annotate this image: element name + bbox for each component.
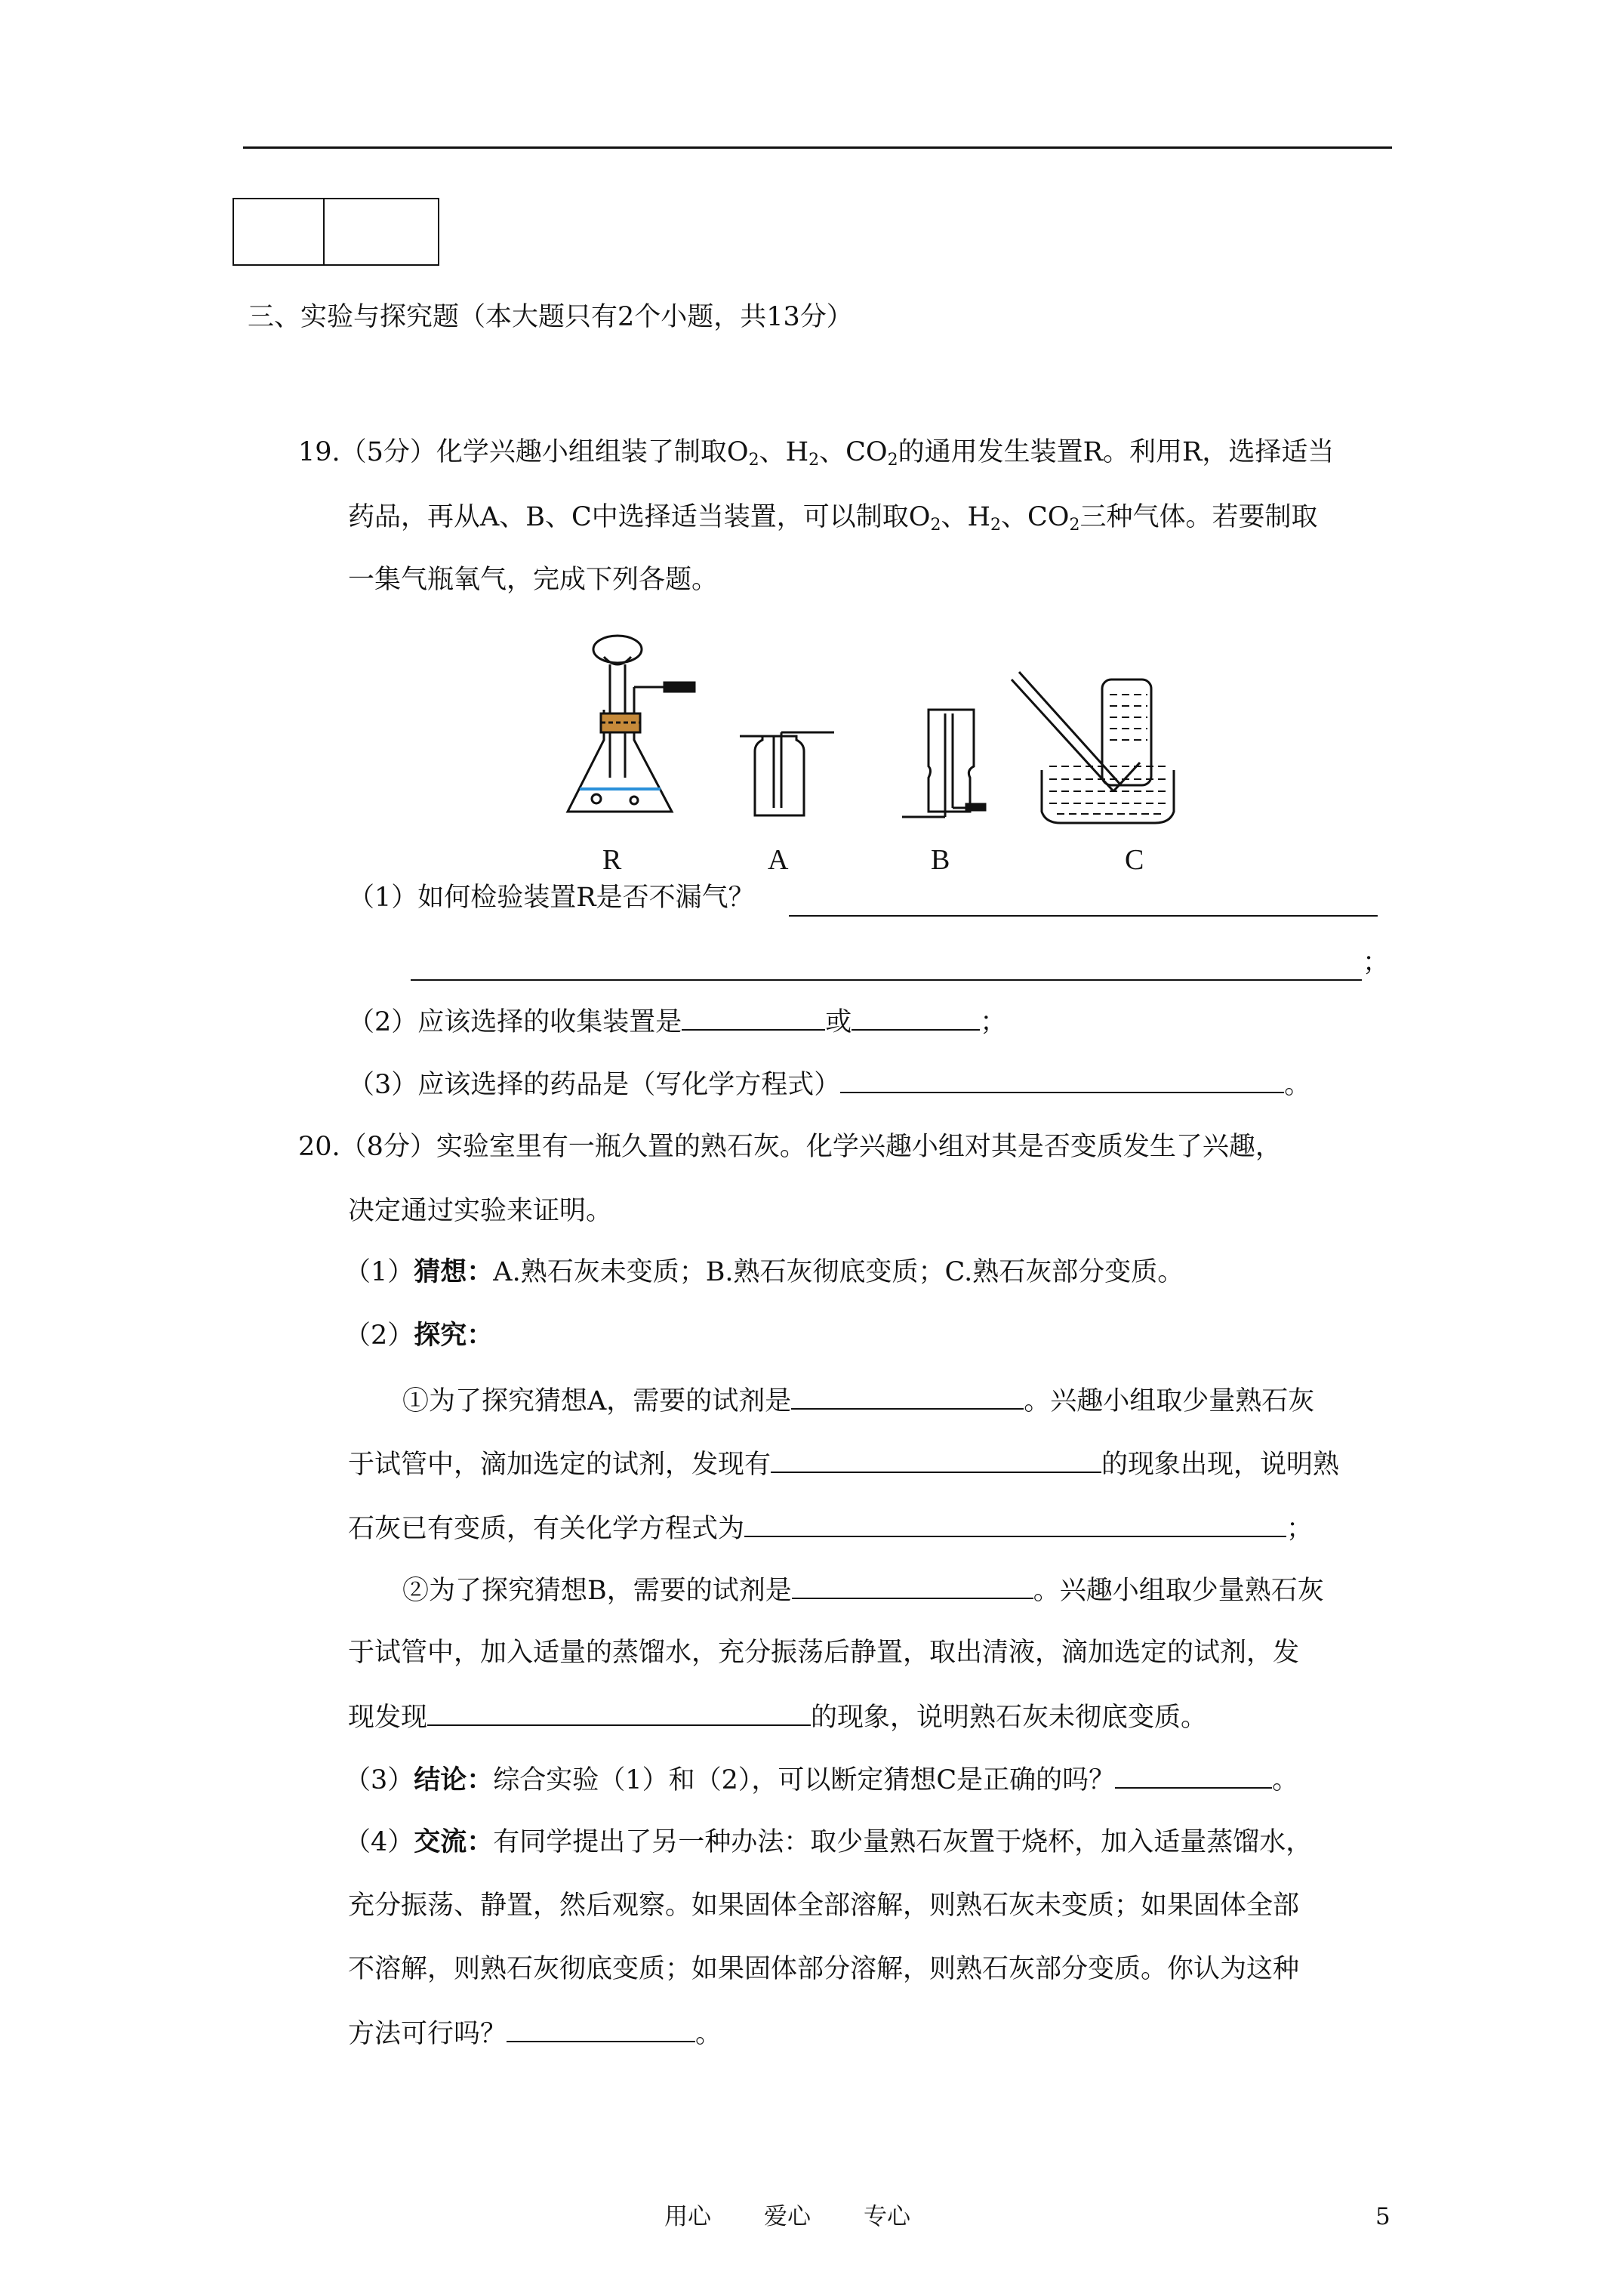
answer-blank-1a[interactable] <box>789 888 1378 917</box>
q19-part-3: （3）应该选择的药品是（写化学方程式） 。 <box>348 1065 1310 1104</box>
answer-blank-conclusion[interactable] <box>1115 1760 1272 1789</box>
q20-conclusion: （3）结论：综合实验（1）和（2），可以断定猜想C是正确的吗？ 。 <box>344 1760 1298 1799</box>
q20-e2: 于试管中，滴加选定的试剂，发现有 的现象出现，说明熟 <box>348 1444 1339 1484</box>
trough-c-icon <box>1012 672 1174 823</box>
q19-part-1: （1）如何检验装置R是否不漏气？ <box>348 883 755 913</box>
q20-guess: （1）猜想：A.熟石灰未变质；B.熟石灰彻底变质；C.熟石灰部分变质。 <box>344 1256 1184 1287</box>
q20-exchange-3: 不溶解，则熟石灰彻底变质；如果固体部分溶解，则熟石灰部分变质。你认为这种 <box>348 1954 1300 1984</box>
q19-line-3: 一集气瓶氧气，完成下列各题。 <box>348 565 719 595</box>
footer-motto-2: 爱心 <box>764 2203 811 2230</box>
q20-f2: 于试管中，加入适量的蒸馏水，充分振荡后静置，取出清液，滴加选定的试剂，发 <box>348 1638 1300 1668</box>
q19-line-2: 药品，再从A、B、C中选择适当装置，可以制取$O_2$、$H_2$、$CO_2$三种气体。若要制取 <box>348 502 1318 535</box>
q20-line-1: 20.（8分）实验室里有一瓶久置的熟石灰。化学兴趣小组对其是否变质发生了兴趣， <box>298 1132 1282 1162</box>
answer-blank-f1[interactable] <box>792 1570 1033 1599</box>
bottle-a-icon <box>740 732 834 815</box>
q20-line-2: 决定通过实验来证明。 <box>348 1196 613 1226</box>
answer-blank-3[interactable] <box>840 1065 1284 1093</box>
answer-blank-2b[interactable] <box>852 1002 980 1031</box>
footer-motto <box>664 2202 910 2232</box>
bottle-b-icon <box>902 710 985 817</box>
answer-blank-e2[interactable] <box>771 1444 1101 1473</box>
q20-f3: 现发现 的现象，说明熟石灰未彻底变质。 <box>348 1697 1207 1737</box>
answer-blank-e1[interactable] <box>791 1381 1024 1410</box>
page-number: 5 <box>1375 2203 1390 2230</box>
answer-blank-e3[interactable] <box>744 1509 1286 1537</box>
label-r: R <box>602 844 622 876</box>
header-rule <box>243 146 1392 149</box>
footer-motto-1: 用心 <box>664 2203 711 2230</box>
q20-e3: 石灰已有变质，有关化学方程式为 ； <box>348 1509 1313 1548</box>
q19-part-2: （2）应该选择的收集装置是 或 ； <box>348 1002 1006 1041</box>
flask-r-icon <box>568 636 694 812</box>
score-box-divider <box>323 199 325 264</box>
section-title: 三、实验与探究题（本大题只有2个小题，共13分） <box>248 302 853 332</box>
answer-blank-exchange[interactable] <box>507 2014 695 2042</box>
q20-exchange-4: 方法可行吗？ 。 <box>348 2014 722 2053</box>
q20-e1: ①为了探究猜想A，需要的试剂是 。兴趣小组取少量熟石灰 <box>402 1381 1314 1420</box>
label-b: B <box>931 844 950 876</box>
label-a: A <box>768 844 789 876</box>
q20-f1: ②为了探究猜想B，需要的试剂是 。兴趣小组取少量熟石灰 <box>402 1570 1324 1610</box>
q20-exchange-2: 充分振荡、静置，然后观察。如果固体全部溶解，则熟石灰未变质；如果固体全部 <box>348 1891 1300 1921</box>
apparatus-diagram <box>559 619 1313 831</box>
q19-part-1-end: ； <box>1363 948 1390 978</box>
label-c: C <box>1125 844 1144 876</box>
answer-blank-f3[interactable] <box>427 1697 811 1726</box>
answer-blank-2a[interactable] <box>682 1002 825 1031</box>
q20-explore: （2）探究： <box>344 1320 494 1351</box>
footer-motto-3: 专心 <box>864 2203 910 2230</box>
score-box <box>233 198 439 266</box>
q20-exchange-1: （4）交流：有同学提出了另一种办法：取少量熟石灰置于烧杯，加入适量蒸馏水， <box>344 1826 1313 1857</box>
q19-line-1: 19.（5分）化学兴趣小组组装了制取$O_2$、$H_2$、$CO_2$的通用发生装置R。利用R，选择适当 <box>298 437 1335 470</box>
answer-blank-1b[interactable] <box>411 952 1362 981</box>
